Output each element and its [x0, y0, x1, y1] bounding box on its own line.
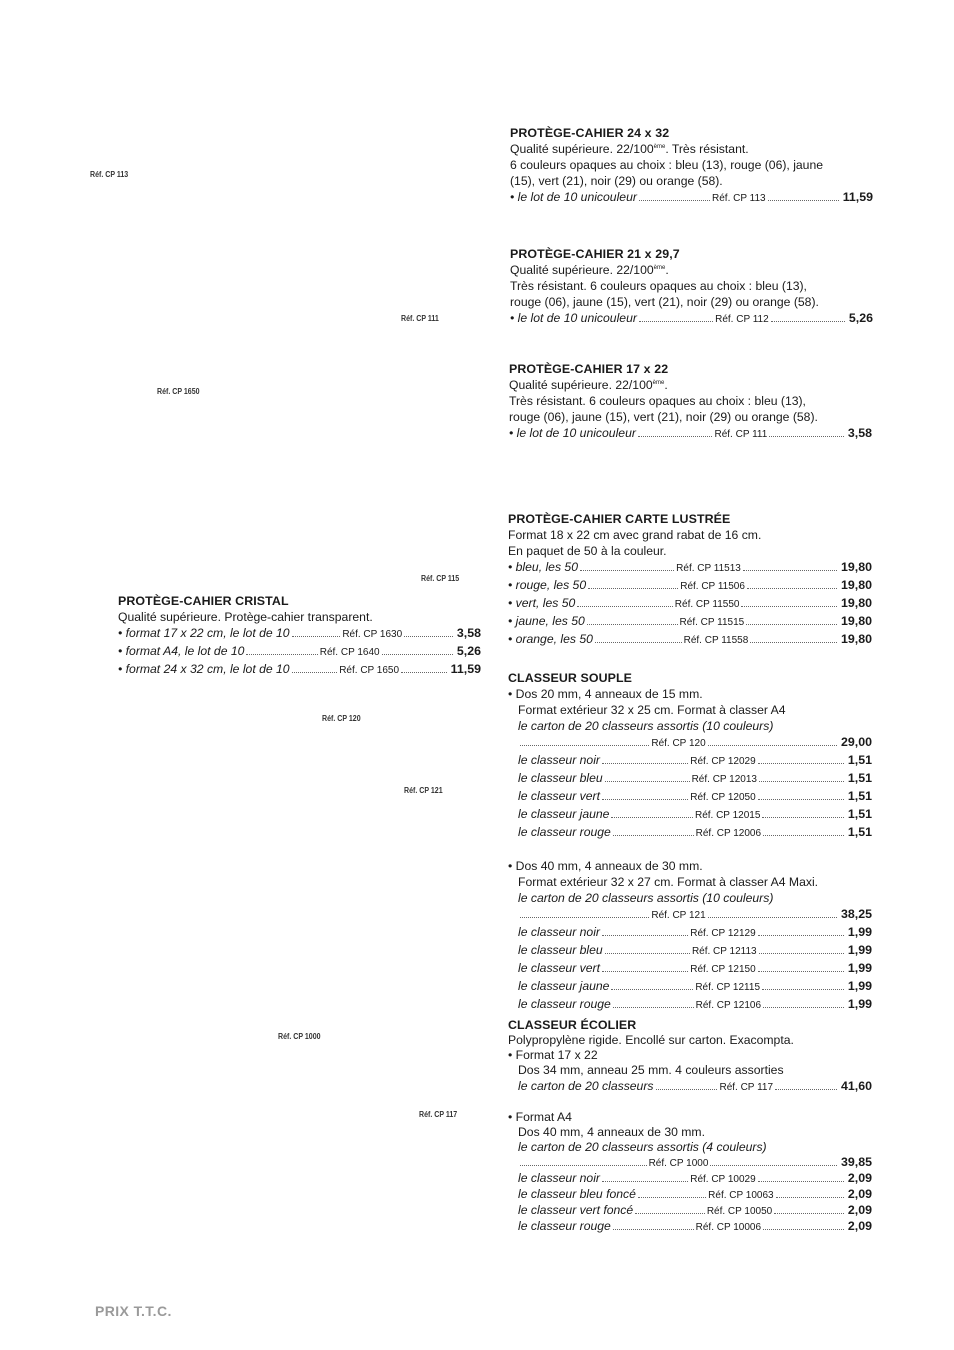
item-ref: Réf. CP 11550	[674, 599, 740, 610]
product-desc: Qualité supérieure. 22/100ème.	[509, 378, 668, 392]
product-cristal	[118, 593, 481, 679]
item-ref: Réf. CP 10063	[708, 1190, 774, 1201]
item-price: 1,51	[847, 825, 873, 839]
product-desc: Dos 40 mm, 4 anneaux de 30 mm.	[518, 1125, 705, 1139]
product-desc: rouge (06), jaune (15), vert (21), noir (29) ou orange (58).	[510, 295, 819, 309]
item-price: 1,51	[847, 789, 873, 803]
product-desc: Format extérieur 32 x 25 cm. Format à classer A4	[518, 703, 786, 717]
product-desc: Qualité supérieure. Protège-cahier transparent.	[118, 610, 373, 624]
item-price: 5,26	[456, 644, 482, 658]
product-classeur-ecolier	[508, 1017, 872, 1235]
item-desc: le classeur jaune	[518, 979, 610, 993]
item-price: 1,51	[847, 771, 873, 785]
item-ref: Réf. CP 12029	[690, 756, 756, 767]
product-desc: Format extérieur 32 x 27 cm. Format à classer A4 Maxi.	[518, 875, 819, 889]
item-ref: Réf. CP 111	[714, 429, 768, 440]
product-desc: Très résistant. 6 couleurs opaques au choix : bleu (13),	[510, 279, 807, 293]
item-price: 19,80	[841, 632, 873, 646]
price-line	[510, 189, 873, 207]
product-title: CLASSEUR SOUPLE	[508, 671, 633, 685]
image-ref-label: Réf. CP 120	[322, 714, 361, 723]
item-price: 19,80	[841, 560, 873, 574]
item-ref: Réf. CP 12106	[695, 1000, 762, 1011]
product-desc: rouge (06), jaune (15), vert (21), noir (29) ou orange (58).	[509, 410, 818, 424]
product-desc: En paquet de 50 à la couleur.	[508, 544, 667, 558]
item-price: 19,80	[841, 614, 873, 628]
item-desc: • format 17 x 22 cm, le lot de 10	[118, 626, 290, 640]
item-ref: Réf. CP 1640	[319, 647, 380, 658]
item-desc: le classeur bleu	[518, 943, 603, 957]
item-desc: le classeur noir	[518, 925, 600, 939]
item-price: 11,59	[450, 662, 481, 676]
price-line	[518, 788, 872, 806]
item-price: 29,00	[840, 735, 872, 749]
product-desc: • Format 17 x 22	[508, 1048, 598, 1062]
item-price: 1,99	[847, 943, 872, 957]
price-line	[509, 425, 872, 443]
item-ref: Réf. CP 10029	[690, 1174, 756, 1185]
image-ref-label: Réf. CP 1650	[157, 387, 200, 396]
item-ref: Réf. CP 10006	[695, 1222, 762, 1233]
price-line	[518, 770, 872, 788]
item-ref: Réf. CP 12006	[695, 828, 762, 839]
product-desc: • Dos 20 mm, 4 anneaux de 15 mm.	[508, 687, 703, 701]
item-ref: Réf. CP 1650	[339, 665, 400, 676]
item-ref: Réf. CP 11513	[676, 563, 741, 574]
item-desc: le classeur vert	[518, 961, 600, 975]
price-line	[518, 1155, 872, 1171]
product-title: PROTÈGE-CAHIER 24 x 32	[510, 126, 670, 140]
item-desc: le classeur bleu foncé	[518, 1187, 636, 1201]
item-price: 3,58	[847, 426, 872, 440]
item-ref: Réf. CP 11515	[679, 617, 745, 628]
price-line	[518, 806, 872, 824]
item-desc: • vert, les 50	[508, 596, 576, 610]
image-ref-label: Réf. CP 121	[404, 786, 443, 795]
item-ref: Réf. CP 12129	[690, 928, 756, 939]
price-line	[518, 924, 872, 942]
item-ref: Réf. CP 11506	[680, 581, 745, 592]
item-price: 1,99	[847, 979, 872, 993]
item-ref: Réf. CP 113	[712, 193, 766, 204]
product-desc: • Format A4	[508, 1110, 572, 1124]
product-desc: Qualité supérieure. 22/100ème. Très résistant.	[510, 142, 749, 156]
price-line	[518, 824, 872, 842]
item-desc: • orange, les 50	[508, 632, 593, 646]
item-ref: Réf. CP 12015	[694, 810, 761, 821]
product-title: PROTÈGE-CAHIER 17 x 22	[509, 362, 669, 376]
item-price: 1,51	[847, 753, 873, 767]
price-line	[508, 577, 872, 595]
price-line	[518, 1187, 872, 1203]
image-ref-label: Réf. CP 113	[90, 170, 129, 179]
product-desc: (15), vert (21), noir (29) ou orange (58).	[510, 174, 723, 188]
price-line	[118, 661, 481, 679]
item-price: 2,09	[847, 1203, 872, 1217]
item-price: 39,85	[840, 1155, 872, 1169]
item-desc: • rouge, les 50	[508, 578, 587, 592]
item-price: 2,09	[847, 1171, 873, 1185]
item-desc: le classeur bleu	[518, 771, 603, 785]
image-ref-label: Réf. CP 111	[401, 314, 439, 323]
item-ref: Réf. CP 11558	[683, 635, 749, 646]
item-desc: le classeur vert	[518, 789, 600, 803]
item-desc: • le lot de 10 unicouleur	[509, 426, 636, 440]
product-desc: 6 couleurs opaques au choix : bleu (13), rouge (06), jaune	[510, 158, 824, 172]
item-ref: Réf. CP 121	[651, 910, 706, 921]
item-desc: le classeur noir	[518, 753, 600, 767]
item-desc: • format A4, le lot de 10	[118, 644, 245, 658]
item-price: 19,80	[841, 578, 873, 592]
price-line	[508, 631, 872, 649]
item-ref: Réf. CP 117	[719, 1082, 774, 1093]
product-desc: Très résistant. 6 couleurs opaques au choix : bleu (13),	[509, 394, 806, 408]
item-ref: Réf. CP 12150	[690, 964, 756, 975]
price-line	[518, 942, 872, 960]
product-desc: Polypropylène rigide. Encollé sur carton. Exacompta.	[508, 1033, 794, 1047]
product-desc: Format 18 x 22 cm avec grand rabat de 16 cm.	[508, 528, 762, 542]
product-title: PROTÈGE-CAHIER CRISTAL	[118, 594, 289, 608]
product-desc: le carton de 20 classeurs assortis (10 couleurs)	[518, 891, 774, 905]
item-desc: le classeur rouge	[518, 825, 611, 839]
price-line	[508, 595, 872, 613]
item-desc: • format 24 x 32 cm, le lot de 10	[118, 662, 290, 676]
price-line	[518, 1171, 872, 1187]
product-desc: Qualité supérieure. 22/100ème.	[510, 263, 669, 277]
product-protege-cahier-24x32	[510, 125, 873, 207]
price-line	[510, 310, 873, 328]
item-price: 38,25	[840, 907, 872, 921]
product-protege-cahier-17x22	[509, 361, 872, 443]
product-desc: Dos 34 mm, anneau 25 mm. 4 couleurs assorties	[518, 1063, 784, 1077]
price-line	[118, 643, 481, 661]
footer-price-note: PRIX T.T.C.	[95, 1303, 172, 1319]
item-ref: Réf. CP 120	[651, 738, 706, 749]
item-ref: Réf. CP 12113	[691, 946, 757, 957]
image-ref-label: Réf. CP 115	[421, 574, 460, 583]
item-desc: le carton de 20 classeurs	[518, 1079, 654, 1093]
price-line	[518, 1078, 872, 1096]
product-protege-cahier-21x29	[510, 246, 873, 328]
price-line	[518, 978, 872, 996]
price-line	[518, 960, 872, 978]
item-ref: Réf. CP 10050	[706, 1206, 773, 1217]
item-desc: • jaune, les 50	[508, 614, 585, 628]
product-title: CLASSEUR ÉCOLIER	[508, 1018, 637, 1032]
item-price: 2,09	[847, 1219, 873, 1233]
price-line	[518, 1203, 872, 1219]
price-line	[508, 559, 872, 577]
item-desc: le classeur jaune	[518, 807, 610, 821]
item-desc: le classeur vert foncé	[518, 1203, 634, 1217]
product-desc: le carton de 20 classeurs assortis (4 couleurs)	[518, 1140, 767, 1154]
image-ref-label: Réf. CP 117	[419, 1110, 458, 1119]
item-price: 19,80	[840, 596, 872, 610]
item-price: 1,99	[847, 925, 873, 939]
item-price: 41,60	[841, 1079, 873, 1093]
item-ref: Réf. CP 12013	[691, 774, 757, 785]
product-title: PROTÈGE-CAHIER 21 x 29,7	[510, 247, 680, 261]
item-desc: le classeur rouge	[518, 1219, 611, 1233]
item-ref: Réf. CP 1000	[648, 1158, 709, 1169]
price-line	[518, 1219, 872, 1235]
product-desc: • Dos 40 mm, 4 anneaux de 30 mm.	[508, 859, 703, 873]
item-ref: Réf. CP 12115	[695, 982, 761, 993]
price-line	[518, 734, 872, 752]
item-price: 11,59	[842, 190, 874, 204]
price-line	[118, 625, 481, 643]
price-line	[508, 613, 872, 631]
price-line	[518, 752, 872, 770]
item-desc: le classeur rouge	[518, 997, 611, 1011]
item-price: 1,99	[847, 997, 873, 1011]
item-desc: le classeur noir	[518, 1171, 600, 1185]
item-price: 1,99	[847, 961, 873, 975]
item-price: 1,51	[847, 807, 873, 821]
item-ref: Réf. CP 112	[715, 314, 769, 325]
item-price: 2,09	[847, 1187, 872, 1201]
price-line	[518, 996, 872, 1014]
product-title: PROTÈGE-CAHIER CARTE LUSTRÉE	[508, 512, 731, 526]
item-ref: Réf. CP 12050	[690, 792, 756, 803]
product-carte-lustree	[508, 511, 872, 649]
product-classeur-souple	[508, 670, 872, 1014]
item-ref: Réf. CP 1630	[342, 629, 403, 640]
item-price: 5,26	[848, 311, 873, 325]
item-desc: • bleu, les 50	[508, 560, 578, 574]
item-price: 3,58	[456, 626, 482, 640]
image-ref-label: Réf. CP 1000	[278, 1032, 321, 1041]
item-desc: • le lot de 10 unicouleur	[510, 311, 637, 325]
product-desc: le carton de 20 classeurs assortis (10 couleurs)	[518, 719, 774, 733]
price-line	[518, 906, 872, 924]
item-desc: • le lot de 10 unicouleur	[510, 190, 637, 204]
